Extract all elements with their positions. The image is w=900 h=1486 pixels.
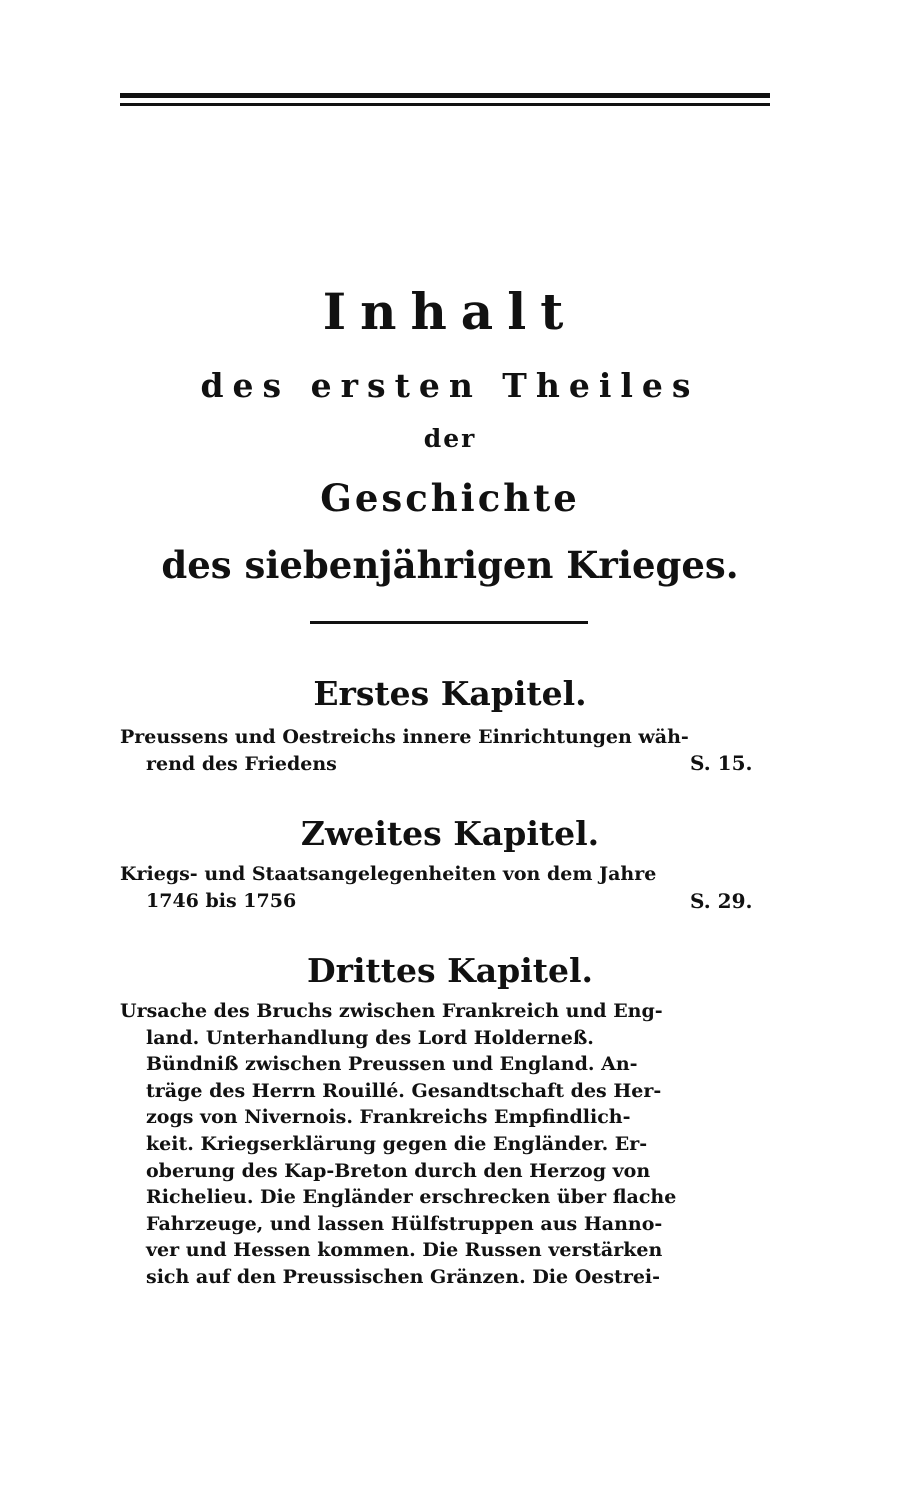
chapter-3-line-7: oberung des Kap-Breton durch den Herzog von bbox=[146, 1159, 651, 1182]
subtitle-line-4: des siebenjährigen Krieges. bbox=[161, 543, 739, 587]
page-title: Inhalt bbox=[322, 282, 578, 341]
chapter-3-line-3: Bündniß zwischen Preussen und England. An- bbox=[146, 1053, 638, 1076]
chapter-1-line-2: rend des Friedens bbox=[146, 753, 337, 775]
chapter-3-line-4: träge des Herrn Rouillé. Gesandtschaft des Her- bbox=[146, 1079, 662, 1102]
subtitle-line-1: des ersten Theiles bbox=[200, 366, 700, 405]
chapter-2-summary bbox=[120, 861, 656, 915]
chapter-3-line-1: Ursache des Bruchs zwischen Frankreich und Eng- bbox=[120, 1000, 663, 1022]
chapter-2-heading: Zweites Kapitel. bbox=[300, 814, 600, 853]
chapter-3-line-11: sich auf den Preussischen Gränzen. Die Oestrei- bbox=[146, 1265, 661, 1288]
chapter-3-summary bbox=[120, 998, 676, 1291]
chapter-1-heading: Erstes Kapitel. bbox=[313, 674, 587, 713]
chapter-1-page-ref: S. 15. bbox=[690, 751, 753, 775]
chapter-2-line-2: 1746 bis 1756 bbox=[146, 890, 297, 912]
chapter-2-page-ref: S. 29. bbox=[690, 889, 753, 913]
chapter-1-line-1: Preussens und Oestreichs innere Einrichtungen wäh- bbox=[120, 726, 689, 748]
chapter-3-line-9: Fahrzeuge, und lassen Hülfstruppen aus Hanno- bbox=[146, 1212, 663, 1235]
chapter-3-line-8: Richelieu. Die Engländer erschrecken über flache bbox=[146, 1186, 677, 1209]
subtitle-line-2: der bbox=[423, 424, 477, 453]
chapter-3-line-10: ver und Hessen kommen. Die Russen verstärken bbox=[146, 1239, 663, 1262]
chapter-1-summary bbox=[120, 724, 689, 778]
chapter-3-line-5: zogs von Nivernois. Frankreichs Empfindlich- bbox=[146, 1106, 631, 1129]
chapter-3-line-2: land. Unterhandlung des Lord Holderneß. bbox=[146, 1026, 594, 1049]
chapter-2-line-1: Kriegs- und Staatsangelegenheiten von dem Jahre bbox=[120, 863, 657, 885]
chapter-3-heading: Drittes Kapitel. bbox=[306, 951, 594, 990]
section-divider bbox=[310, 621, 588, 624]
subtitle-line-3: Geschichte bbox=[320, 476, 580, 520]
top-double-rule-lower bbox=[120, 103, 770, 106]
top-double-rule bbox=[120, 93, 770, 98]
chapter-3-line-6: keit. Kriegserklärung gegen die Engländer. Er- bbox=[146, 1132, 648, 1155]
